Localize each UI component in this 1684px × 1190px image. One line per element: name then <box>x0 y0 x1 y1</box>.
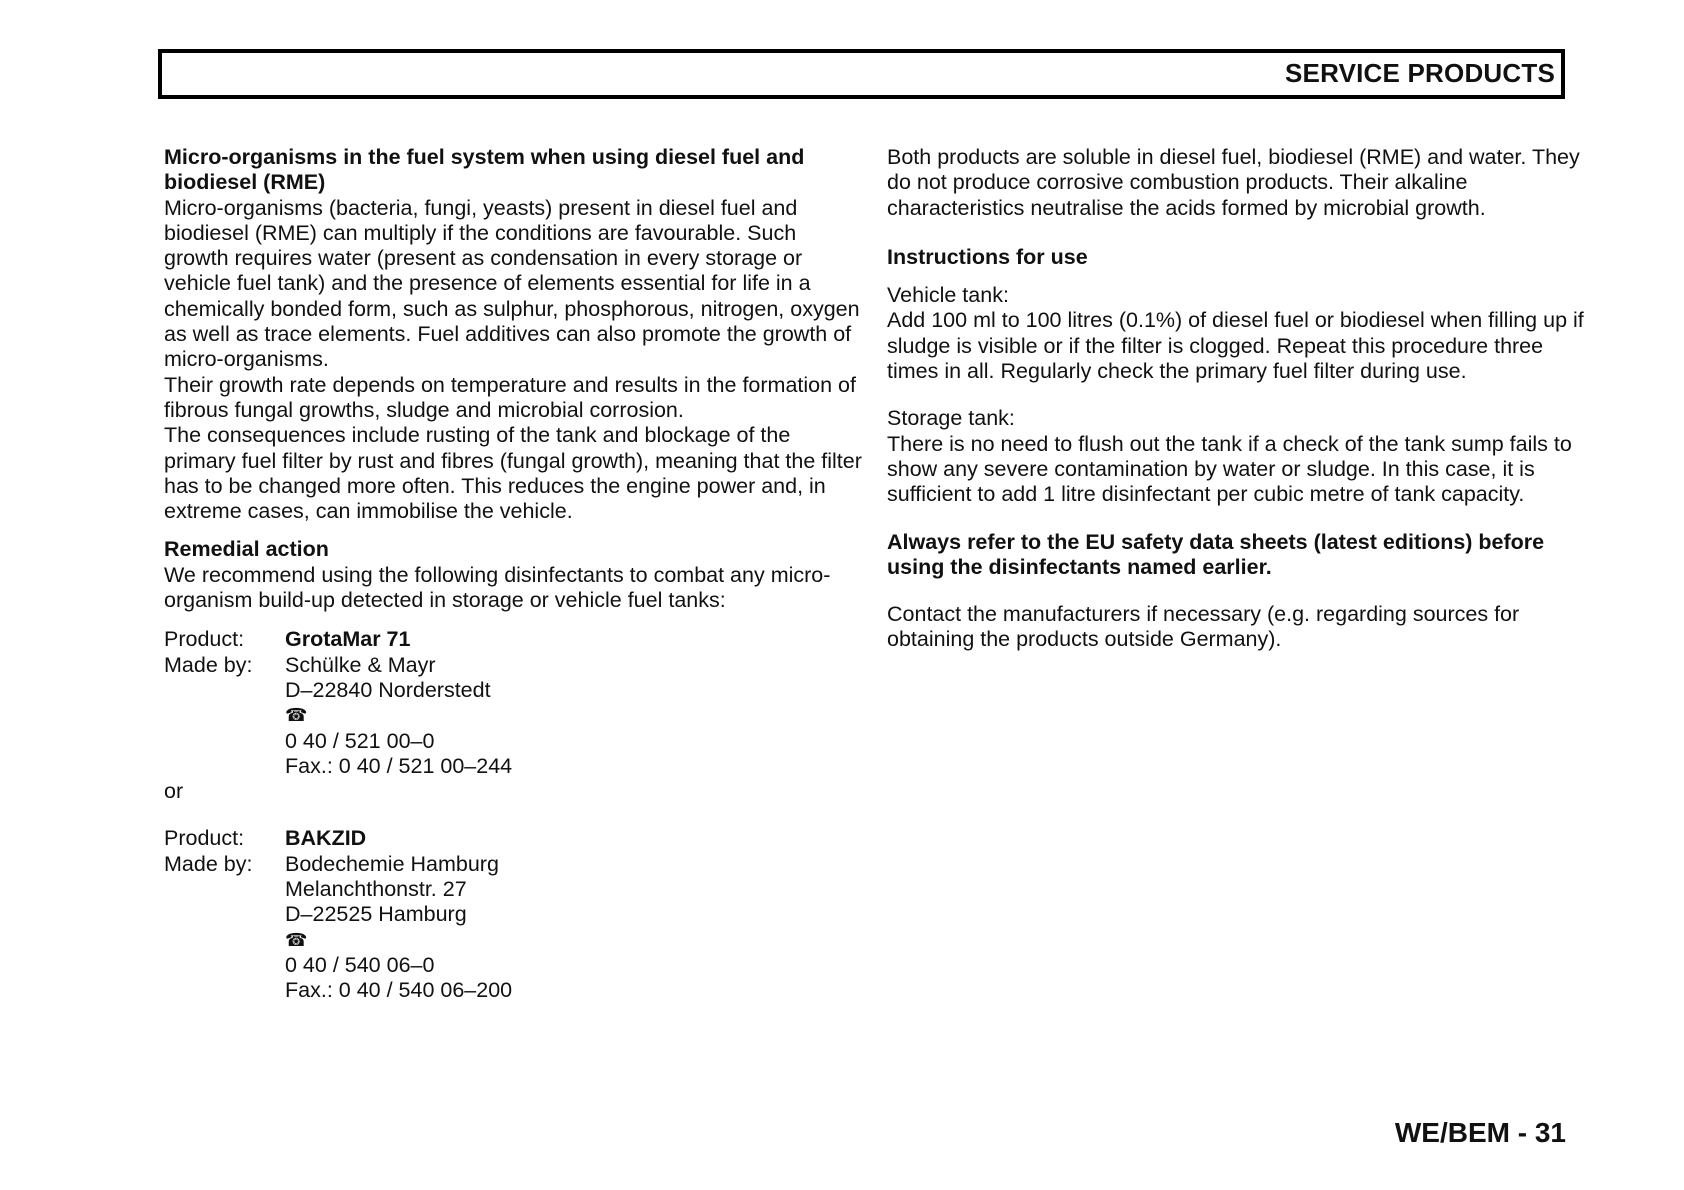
right-column <box>887 145 1587 653</box>
maker-fax: Fax.: 0 40 / 521 00–244 <box>285 753 513 778</box>
maker-fax: Fax.: 0 40 / 540 06–200 <box>285 978 513 1003</box>
product-block-grotamar <box>164 627 864 779</box>
page-title: SERVICE PRODUCTS <box>1285 58 1555 88</box>
section-heading-instructions: Instructions for use <box>887 244 1088 269</box>
paragraph-remedial: We recommend using the following disinfectants to combat any micro-organism build-up detected in storage or vehicle fuel tanks: <box>164 562 831 613</box>
telephone-icon: ☎ <box>285 929 308 950</box>
storage-tank-text: There is no need to flush out the tank if a check of the tank sump fails to show any severe contamination by water or sludge. In this case, it is sufficient to add 1 litre disinfectant per cubic metre of tank capacity. <box>887 431 1572 507</box>
section-heading-remedial-action: Remedial action <box>164 537 329 562</box>
left-column <box>164 145 864 1004</box>
maker-address: D–22525 Hamburg <box>285 902 467 927</box>
vehicle-tank-label: Vehicle tank: <box>887 283 1009 308</box>
made-by-label: Made by: <box>164 851 253 876</box>
product-label: Product: <box>164 627 245 652</box>
product-name: GrotaMar 71 <box>285 627 411 652</box>
phone-number: 0 40 / 540 06–0 <box>285 952 435 977</box>
maker-name: Schülke & Mayr <box>285 652 436 677</box>
maker-address: D–22840 Norderstedt <box>285 677 491 702</box>
product-name: BAKZID <box>285 826 367 851</box>
header-box <box>158 49 1565 99</box>
paragraph-conditions: Micro-organisms (bacteria, fungi, yeasts) present in diesel fuel and biodiesel (RME) can multiply if the conditions are favourable. Such growth requires water (present as condensation in every storage or vehicle fuel tank) and the presence of elements essential for life in a chemically bonded form, such as sulphur, phosphorous, nitrogen, oxygen as well as trace elements. Fuel additives can also promote the growth of micro-organisms. <box>164 195 860 372</box>
section-heading-micro-organisms: Micro-organisms in the fuel system when using diesel fuel and biodiesel (RME) <box>164 145 805 195</box>
safety-warning: Always refer to the EU safety data sheets (latest editions) before using the disinfectants named earlier. <box>887 529 1545 579</box>
or-separator: or <box>164 779 184 804</box>
vehicle-tank-text: Add 100 ml to 100 litres (0.1%) of diesel fuel or biodiesel when filling up if sludge is visible or if the filter is clogged. Repeat this procedure three times in all. Regularly check the primary fuel filter during use. <box>887 308 1584 384</box>
maker-name: Bodechemie Hamburg <box>285 851 499 876</box>
product-block-bakzid <box>164 826 864 1003</box>
paragraph-growth-rate: Their growth rate depends on temperature and results in the formation of fibrous fungal growths, sludge and microbial corrosion. <box>164 372 856 422</box>
paragraph-solubility: Both products are soluble in diesel fuel, biodiesel (RME) and water. They do not produce corrosive combustion products. Their alkaline characteristics neutralise the acids formed by microbial growth. <box>887 145 1580 220</box>
contact-note: Contact the manufacturers if necessary (e.g. regarding sources for obtaining the products outside Germany). <box>887 602 1520 652</box>
maker-phone <box>285 703 864 754</box>
paragraph-consequences: The consequences include rusting of the tank and blockage of the primary fuel filter by rust and fibres (fungal growth), meaning that the filter has to be changed more often. This reduces the engine power and, in extreme cases, can immobilise the vehicle. <box>164 423 862 524</box>
phone-number: 0 40 / 521 00–0 <box>285 728 435 753</box>
storage-tank-label: Storage tank: <box>887 406 1015 431</box>
made-by-label: Made by: <box>164 652 253 677</box>
maker-street: Melanchthonstr. 27 <box>285 877 467 902</box>
page-number: WE/BEM - 31 <box>1394 1117 1566 1148</box>
product-label: Product: <box>164 826 245 851</box>
telephone-icon: ☎ <box>285 705 308 726</box>
maker-phone <box>285 928 864 979</box>
